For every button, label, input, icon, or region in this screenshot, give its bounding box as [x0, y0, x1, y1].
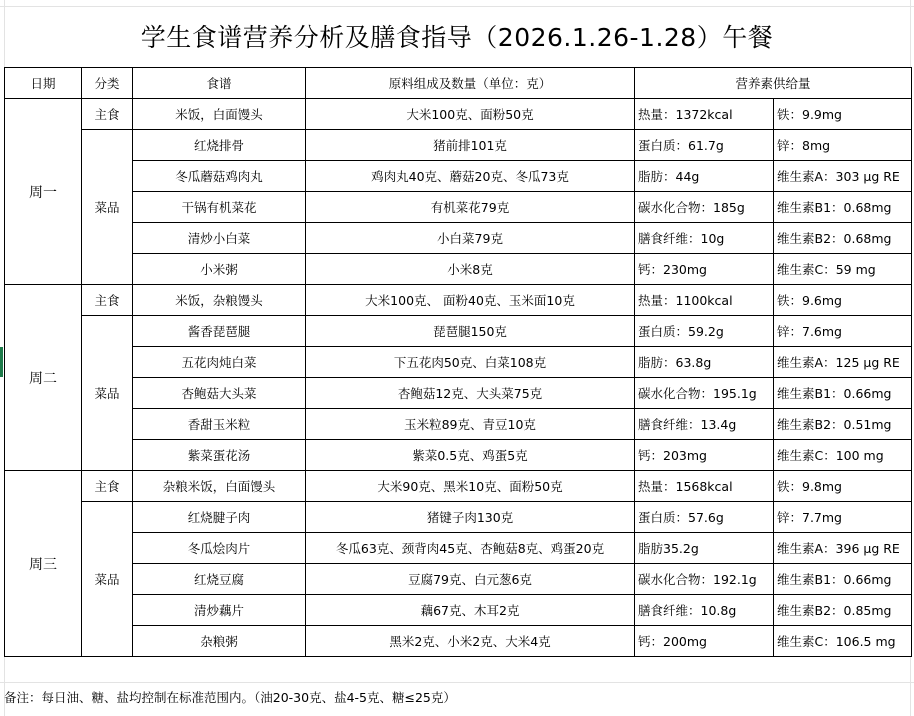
- footnote: 备注：每日油、糖、盐均控制在标准范围内。（油20-30克、盐4-5克、糖≤25克）: [4, 690, 456, 705]
- header-date[interactable]: 日期: [5, 68, 82, 99]
- recipe-cell[interactable]: 杂粮米饭，白面馒头: [133, 471, 306, 502]
- table-row: [5, 440, 912, 471]
- nutrient-cell[interactable]: 维生素B2：0.51mg: [774, 409, 912, 440]
- nutrient-cell[interactable]: 膳食纤维：10.8g: [635, 595, 774, 626]
- nutrient-cell[interactable]: 钙：203mg: [635, 440, 774, 471]
- nutrient-cell[interactable]: 锌：7.7mg: [774, 502, 912, 533]
- recipe-cell[interactable]: 小米粥: [133, 254, 306, 285]
- ingredients-cell[interactable]: 猪键子肉130克: [306, 502, 635, 533]
- nutrient-cell[interactable]: 铁：9.8mg: [774, 471, 912, 502]
- recipe-cell[interactable]: 紫菜蛋花汤: [133, 440, 306, 471]
- table-row: [5, 161, 912, 192]
- nutrient-cell[interactable]: 维生素B2：0.85mg: [774, 595, 912, 626]
- table-row: [5, 316, 912, 347]
- table-row: [5, 378, 912, 409]
- table-row: [5, 130, 912, 161]
- recipe-cell[interactable]: 酱香琵琶腿: [133, 316, 306, 347]
- ingredients-cell[interactable]: 大米90克、黑米10克、面粉50克: [306, 471, 635, 502]
- recipe-cell[interactable]: 杂粮粥: [133, 626, 306, 657]
- nutrient-cell[interactable]: 钙：200mg: [635, 626, 774, 657]
- recipe-cell[interactable]: 五花肉炖白菜: [133, 347, 306, 378]
- table-body: [5, 99, 912, 657]
- ingredients-cell[interactable]: 鸡肉丸40克、蘑菇20克、冬瓜73克: [306, 161, 635, 192]
- day-cell[interactable]: 周三: [5, 471, 82, 657]
- table-row: [5, 99, 912, 130]
- header-row: [5, 68, 912, 99]
- table-row: [5, 347, 912, 378]
- category-cell[interactable]: 主食: [82, 99, 133, 130]
- ingredients-cell[interactable]: 下五花肉50克、白菜108克: [306, 347, 635, 378]
- header-nutrients[interactable]: 营养素供给量: [635, 68, 912, 99]
- nutrient-cell[interactable]: 热量：1100kcal: [635, 285, 774, 316]
- category-cell[interactable]: 菜品: [82, 130, 133, 285]
- table-row: [5, 564, 912, 595]
- recipe-cell[interactable]: 红烧排骨: [133, 130, 306, 161]
- ingredients-cell[interactable]: 冬瓜63克、颈背肉45克、杏鲍菇8克、鸡蛋20克: [306, 533, 635, 564]
- ingredients-cell[interactable]: 有机菜花79克: [306, 192, 635, 223]
- recipe-cell[interactable]: 红烧豆腐: [133, 564, 306, 595]
- nutrient-cell[interactable]: 维生素C：106.5 mg: [774, 626, 912, 657]
- nutrient-cell[interactable]: 热量：1372kcal: [635, 99, 774, 130]
- nutrient-cell[interactable]: 维生素B2：0.68mg: [774, 223, 912, 254]
- day-cell[interactable]: 周二: [5, 285, 82, 471]
- nutrient-cell[interactable]: 钙：230mg: [635, 254, 774, 285]
- table-row: [5, 502, 912, 533]
- recipe-cell[interactable]: 冬瓜烩肉片: [133, 533, 306, 564]
- table-row: [5, 533, 912, 564]
- ingredients-cell[interactable]: 玉米粒89克、青豆10克: [306, 409, 635, 440]
- nutrient-cell[interactable]: 维生素C：100 mg: [774, 440, 912, 471]
- menu-table: [4, 67, 912, 657]
- ingredients-cell[interactable]: 猪前排101克: [306, 130, 635, 161]
- category-cell[interactable]: 菜品: [82, 502, 133, 657]
- nutrient-cell[interactable]: 维生素B1：0.68mg: [774, 192, 912, 223]
- category-cell[interactable]: 主食: [82, 471, 133, 502]
- nutrient-cell[interactable]: 脂肪：63.8g: [635, 347, 774, 378]
- nutrient-cell[interactable]: 铁：9.6mg: [774, 285, 912, 316]
- nutrient-cell[interactable]: 膳食纤维：10g: [635, 223, 774, 254]
- ingredients-cell[interactable]: 藕67克、木耳2克: [306, 595, 635, 626]
- table-row: [5, 223, 912, 254]
- ingredients-cell[interactable]: 小白菜79克: [306, 223, 635, 254]
- ingredients-cell[interactable]: 琵琶腿150克: [306, 316, 635, 347]
- nutrient-cell[interactable]: 脂肪35.2g: [635, 533, 774, 564]
- nutrient-cell[interactable]: 脂肪：44g: [635, 161, 774, 192]
- table-row: [5, 192, 912, 223]
- ingredients-cell[interactable]: 紫菜0.5克、鸡蛋5克: [306, 440, 635, 471]
- nutrient-cell[interactable]: 维生素C：59 mg: [774, 254, 912, 285]
- ingredients-cell[interactable]: 豆腐79克、白元葱6克: [306, 564, 635, 595]
- category-cell[interactable]: 主食: [82, 285, 133, 316]
- recipe-cell[interactable]: 清炒藕片: [133, 595, 306, 626]
- recipe-cell[interactable]: 香甜玉米粒: [133, 409, 306, 440]
- recipe-cell[interactable]: 红烧腱子肉: [133, 502, 306, 533]
- header-recipe[interactable]: 食谱: [133, 68, 306, 99]
- table-row: [5, 626, 912, 657]
- nutrient-cell[interactable]: 碳水化合物：195.1g: [635, 378, 774, 409]
- nutrient-cell[interactable]: 维生素B1：0.66mg: [774, 564, 912, 595]
- nutrient-cell[interactable]: 维生素A：303 μg RE: [774, 161, 912, 192]
- nutrient-cell[interactable]: 锌：7.6mg: [774, 316, 912, 347]
- header-ingredients[interactable]: 原料组成及数量（单位：克）: [306, 68, 635, 99]
- table-row: [5, 471, 912, 502]
- ingredients-cell[interactable]: 杏鲍菇12克、大头菜75克: [306, 378, 635, 409]
- active-row-marker: [0, 347, 3, 377]
- nutrient-cell[interactable]: 维生素B1：0.66mg: [774, 378, 912, 409]
- category-cell[interactable]: 菜品: [82, 316, 133, 471]
- nutrient-cell[interactable]: 维生素A：125 μg RE: [774, 347, 912, 378]
- recipe-cell[interactable]: 杏鲍菇大头菜: [133, 378, 306, 409]
- ingredients-cell[interactable]: 大米100克、 面粉40克、玉米面10克: [306, 285, 635, 316]
- nutrient-cell[interactable]: 膳食纤维：13.4g: [635, 409, 774, 440]
- nutrient-cell[interactable]: 锌：8mg: [774, 130, 912, 161]
- table-row: [5, 409, 912, 440]
- header-category[interactable]: 分类: [82, 68, 133, 99]
- ingredients-cell[interactable]: 黑米2克、小米2克、大米4克: [306, 626, 635, 657]
- recipe-cell[interactable]: 米饭，杂粮馒头: [133, 285, 306, 316]
- table-row: [5, 285, 912, 316]
- nutrient-cell[interactable]: 热量：1568kcal: [635, 471, 774, 502]
- day-cell[interactable]: 周一: [5, 99, 82, 285]
- page-title: 学生食谱营养分析及膳食指导（2026.1.26-1.28）午餐: [140, 23, 774, 52]
- nutrient-cell[interactable]: 铁：9.9mg: [774, 99, 912, 130]
- nutrient-cell[interactable]: 维生素A：396 μg RE: [774, 533, 912, 564]
- grid-line: [0, 682, 914, 683]
- recipe-cell[interactable]: 清炒小白菜: [133, 223, 306, 254]
- table-row: [5, 254, 912, 285]
- recipe-cell[interactable]: 米饭，白面馒头: [133, 99, 306, 130]
- recipe-cell[interactable]: 冬瓜蘑菇鸡肉丸: [133, 161, 306, 192]
- nutrient-cell[interactable]: 蛋白质：57.6g: [635, 502, 774, 533]
- nutrient-cell[interactable]: 碳水化合物：185g: [635, 192, 774, 223]
- nutrient-cell[interactable]: 蛋白质：59.2g: [635, 316, 774, 347]
- nutrient-cell[interactable]: 蛋白质：61.7g: [635, 130, 774, 161]
- table-row: [5, 595, 912, 626]
- ingredients-cell[interactable]: 小米8克: [306, 254, 635, 285]
- ingredients-cell[interactable]: 大米100克、面粉50克: [306, 99, 635, 130]
- recipe-cell[interactable]: 干锅有机菜花: [133, 192, 306, 223]
- nutrient-cell[interactable]: 碳水化合物：192.1g: [635, 564, 774, 595]
